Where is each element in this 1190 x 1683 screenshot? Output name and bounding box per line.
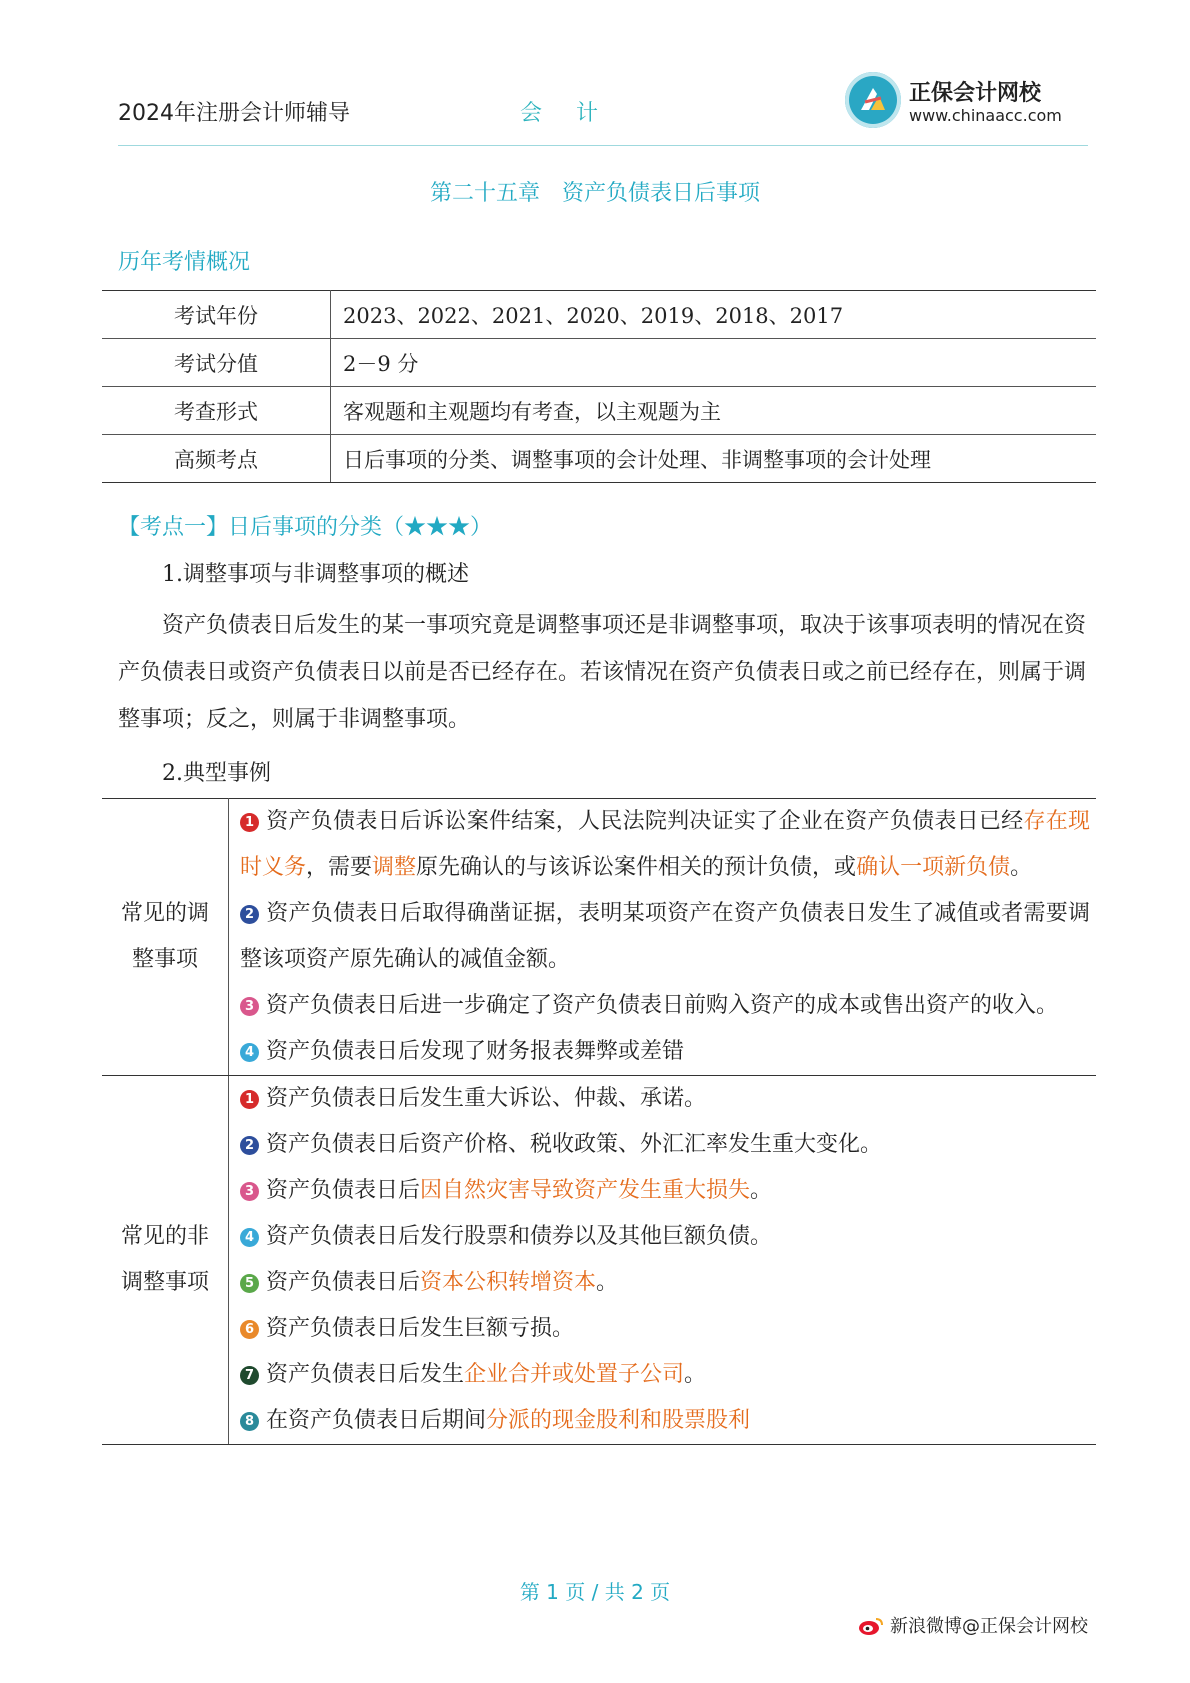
logo-name: 正保会计网校 (909, 81, 1042, 106)
list-item (240, 1306, 1090, 1352)
list-item (240, 1029, 1090, 1075)
number-7-badge-icon: 7 (240, 1366, 259, 1385)
weibo-watermark (858, 1612, 1088, 1638)
list-item (240, 799, 1090, 891)
header-subject: 会计 (520, 101, 633, 126)
number-6-badge-icon: 6 (240, 1320, 259, 1339)
item-text: 原先确认的与该诉讼案件相关的预计负债，或 (416, 855, 857, 880)
item-highlight: 分派的现金股利和股票股利 (486, 1408, 751, 1433)
overview-value: 客观题和主观题均有考查，以主观题为主 (331, 387, 1097, 435)
header-divider (118, 145, 1088, 146)
table-row (102, 799, 1096, 1076)
non-adjusting-label (102, 1076, 229, 1445)
overview-value: 2－9 分 (331, 339, 1097, 387)
subheading-overview: 1.调整事项与非调整事项的概述 (162, 562, 469, 587)
adjusting-label-text: 常见的调整事项 (120, 901, 209, 972)
overview-table (102, 290, 1096, 483)
list-item (240, 1260, 1090, 1306)
weibo-text: 新浪微博@正保会计网校 (890, 1616, 1088, 1637)
body-paragraph: 资产负债表日后发生的某一事项究竟是调整事项还是非调整事项，取决于该事项表明的情况在资产负债表日或资产负债表日以前是否已经存在。若该情况在资产负债表日或之前已经存在，则属于调整事项；反之，则属于非调整事项。 (118, 613, 1087, 732)
item-highlight: 企业合并或处置子公司 (464, 1362, 685, 1387)
table-row (102, 291, 1096, 339)
list-item (240, 1214, 1090, 1260)
number-2-badge-icon: 2 (240, 1136, 259, 1155)
logo-circle-icon (845, 72, 901, 128)
item-text: 在资产负债表日后期间 (266, 1408, 487, 1433)
number-2-badge-icon: 2 (240, 905, 259, 924)
list-item (240, 1398, 1090, 1444)
item-text: 资产负债表日后 (266, 1270, 421, 1295)
overview-value: 日后事项的分类、调整事项的会计处理、非调整事项的会计处理 (331, 435, 1097, 483)
item-text: 资产负债表日后资产价格、税收政策、外汇汇率发生重大变化。 (266, 1132, 883, 1157)
item-text: 资产负债表日后发生 (266, 1362, 465, 1387)
item-text: 资产负债表日后诉讼案件结案，人民法院判决证实了企业在资产负债表日已经 (266, 809, 1024, 834)
adjusting-label (102, 799, 229, 1076)
item-text: 资产负债表日后发行股票和债券以及其他巨额负债。 (266, 1224, 773, 1249)
item-highlight: 存在现时义务 (240, 809, 1090, 880)
item-text: 。 (1010, 855, 1033, 880)
number-8-badge-icon: 8 (240, 1412, 259, 1431)
list-item (240, 891, 1090, 983)
table-row (102, 435, 1096, 483)
item-highlight: 调整 (372, 855, 417, 880)
item-highlight: 确认一项新负债 (856, 855, 1011, 880)
brand-logo (845, 72, 1095, 134)
list-item (240, 1352, 1090, 1398)
number-1-badge-icon: 1 (240, 813, 259, 832)
examples-table (102, 798, 1096, 1445)
weibo-icon (858, 1616, 884, 1636)
item-text: 。 (750, 1178, 773, 1203)
number-5-badge-icon: 5 (240, 1274, 259, 1293)
logo-url: www.chinaacc.com (909, 106, 1062, 125)
item-text: ，需要 (306, 855, 373, 880)
table-row (102, 339, 1096, 387)
item-highlight: 因自然灾害导致资产发生重大损失 (420, 1178, 751, 1203)
list-item (240, 1122, 1090, 1168)
number-3-badge-icon: 3 (240, 997, 259, 1016)
item-highlight: 资本公积转增资本 (420, 1270, 597, 1295)
overview-key: 考查形式 (102, 387, 331, 435)
overview-key: 考试分值 (102, 339, 331, 387)
item-text: 资产负债表日后发生重大诉讼、仲裁、承诺。 (266, 1086, 707, 1111)
subheading-examples: 2.典型事例 (162, 761, 271, 786)
chapter-title: 第二十五章 资产负债表日后事项 (429, 181, 760, 206)
adjusting-items (229, 799, 1097, 1076)
number-1-badge-icon: 1 (240, 1090, 259, 1109)
item-text: 资产负债表日后 (266, 1178, 421, 1203)
list-item (240, 1168, 1090, 1214)
non-adjusting-items (229, 1076, 1097, 1445)
item-text: 资产负债表日后发生巨额亏损。 (266, 1316, 575, 1341)
keypoint-title: 【考点一】日后事项的分类（★★★） (118, 515, 493, 540)
non-adjusting-label-text: 常见的非调整事项 (120, 1224, 209, 1295)
list-item (240, 983, 1090, 1029)
list-item (240, 1076, 1090, 1122)
item-text: 资产负债表日后发现了财务报表舞弊或差错 (266, 1039, 685, 1064)
number-3-badge-icon: 3 (240, 1182, 259, 1201)
item-text: 资产负债表日后取得确凿证据，表明某项资产在资产负债表日发生了减值或者需要调整该项资产原先确认的减值金额。 (240, 901, 1090, 972)
overview-value: 2023、2022、2021、2020、2019、2018、2017 (331, 291, 1097, 339)
overview-title: 历年考情概况 (118, 250, 251, 275)
table-row (102, 387, 1096, 435)
overview-key: 考试年份 (102, 291, 331, 339)
item-text: 。 (596, 1270, 619, 1295)
table-row (102, 1076, 1096, 1445)
item-text: 资产负债表日后进一步确定了资产负债表日前购入资产的成本或售出资产的收入。 (266, 993, 1059, 1018)
header-course-title: 2024年注册会计师辅导 (118, 101, 350, 126)
item-text: 。 (684, 1362, 707, 1387)
page-number: 第 1 页 / 共 2 页 (519, 1580, 671, 1604)
number-4-badge-icon: 4 (240, 1043, 259, 1062)
number-4-badge-icon: 4 (240, 1228, 259, 1247)
overview-key: 高频考点 (102, 435, 331, 483)
